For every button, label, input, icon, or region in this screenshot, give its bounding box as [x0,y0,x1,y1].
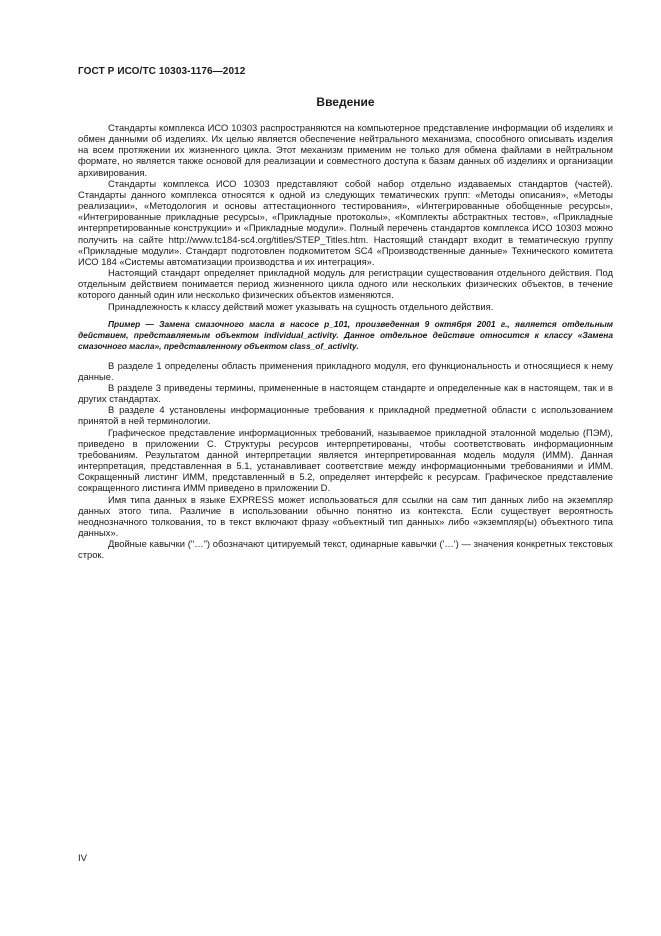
paragraph: Стандарты комплекса ИСО 10303 распространяются на компьютерное представление информации об изделиях и обмен данными об изделиях. Их целью является обеспечение нейтрального механизма, способного описывать изделия на всем протяжении их жизненного цикла. Этот механизм применим не только для обмена файлами в нейтральном формате, но является также основой для реализации и совместного доступа к базам данных об изделиях и организации архивирования. [78,122,613,178]
page-number: IV [78,853,87,864]
paragraph: Имя типа данных в языке EXPRESS может использоваться для ссылки на сам тип данных либо на экземпляр данных этого типа. Различие в использовании обычно понятно из контекста. Если существует вероятность неоднозначного толкования, то в текст включают фразу «объектный тип данных» либо «экземпляр(ы) объектного типа данных». [78,493,613,538]
paragraph: Двойные кавычки ("…") обозначают цитируемый текст, одинарные кавычки ('…') — значения конкретных текстовых строк. [78,538,613,561]
paragraph: Стандарты комплекса ИСО 10303 представляют собой набор отдельно издаваемых стандартов (частей). Стандарты данного комплекса относятся к одной из следующих тематических групп: «Методы описания», «Методы реализации», «Методология и основы аттестационного тестирования», «Интегрированные обобщенные ресурсы», «Интегрированные прикладные ресурсы», «Прикладные протоколы», «Комплекты абстрактных тестов», «Прикладные интерпретированные конструкции» и «Прикладные модули». Полный перечень стандартов комплекса ИСО 10303 можно получить на сайте http://www.tc184-sc4.org/titles/STEP_Titles.htm. Настоящий стандарт входит в тематическую группу «Прикладные модули». Стандарт подготовлен подкомитетом SC4 «Производственные данные» Технического комитета ИСО 184 «Системы автоматизации производства и их интеграция». [78,177,613,267]
paragraph: Настоящий стандарт определяет прикладной модуль для регистрации существования отдельного действия. Под отдельным действием понимается период жизненного цикла одного или нескольких физических объектов, в течение которого данный один или несколько физических объектов изменяются. [78,267,613,301]
document-body [78,122,613,560]
paragraph: Графическое представление информационных требований, называемое прикладной эталонной моделью (ПЭМ), приведено в приложении С. Структуры ресурсов интерпретированы, чтобы соответствовать информационным требованиям. Результатом данной интерпретации является интерпретированная модель модуля (ИММ). Данная интерпретация, представленная в 5.1, устанавливает соответствие между информационными требованиями и ИММ. Сокращенный листинг ИММ, представленный в 5.2, определяет интерфейс к ресурсам. Графическое представление сокращенного листинга ИММ приведено в приложении D. [78,426,613,494]
document-code: ГОСТ Р ИСО/ТС 10303-1176—2012 [78,66,246,77]
paragraph: В разделе 4 установлены информационные требования к прикладной предметной области с использованием принятой в ней терминологии. [78,404,613,427]
paragraph: В разделе 3 приведены термины, примененные в настоящем стандарте и определенные как в настоящем, так и в других стандартах. [78,381,613,405]
section-title: Введение [316,95,375,109]
paragraph: В разделе 1 определены область применения прикладного модуля, его функциональность и относящиеся к нему данные. [78,359,613,382]
paragraph: Принадлежность к классу действий может указывать на сущность отдельного действия. [108,300,494,312]
example-note: Пример — Замена смазочного масла в насосе p_101, произведенная 9 октября 2001 г., является отдельным действием, представляемым объектом individual_activity. Данное отдельное действие относится к классу «Замена смазочного масла», представленному объектом class_of_activity. [78,318,613,351]
